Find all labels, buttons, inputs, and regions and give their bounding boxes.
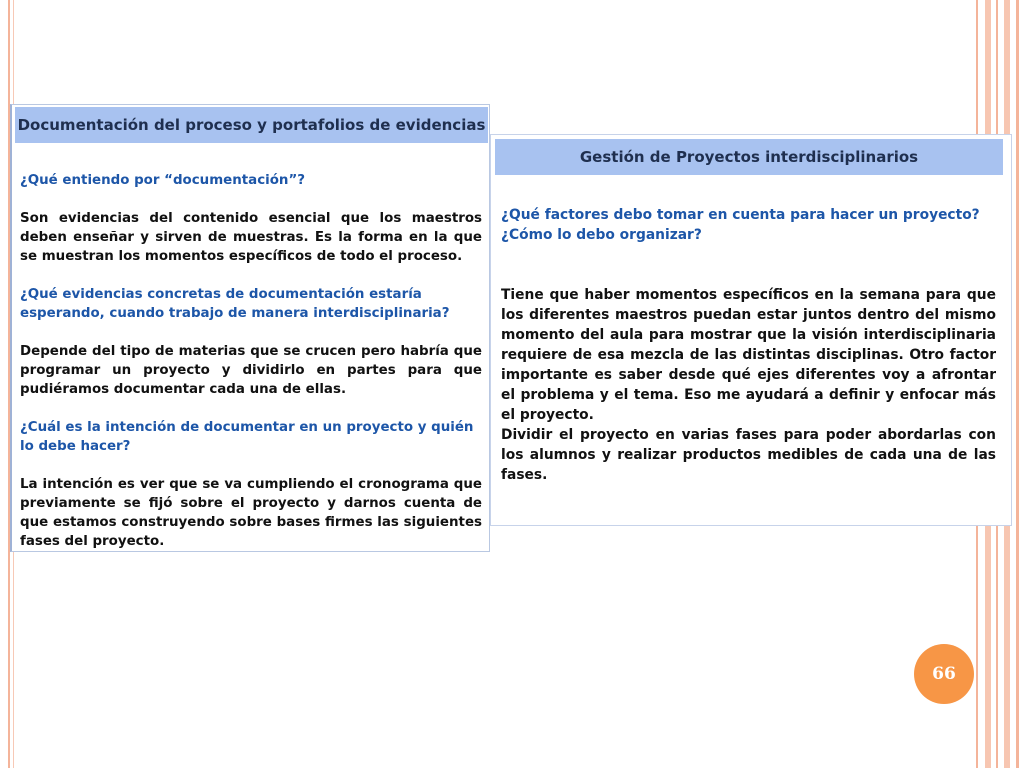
question-text: ¿Cuál es la intención de documentar en un proyecto y quién lo debe hacer? [20, 420, 474, 454]
question-text: ¿Qué factores debo tomar en cuenta para hacer un proyecto? [501, 207, 980, 223]
documentation-panel-body [20, 171, 482, 551]
question-text: ¿Cómo lo debo organizar? [501, 227, 702, 243]
answer-text: Depende del tipo de materias que se crucen pero habría que programar un proyecto y dividirlo en partes para que pudiéramos documentar cada una de ellas. [20, 344, 482, 397]
documentation-panel-title: Documentación del proceso y portafolios de evidencias [15, 107, 488, 143]
question-text: ¿Qué evidencias concretas de documentación estaría esperando, cuando trabajo de manera interdisciplinaria? [20, 287, 450, 321]
project-management-panel-title: Gestión de Proyectos interdisciplinarios [495, 139, 1003, 175]
answer-text: Son evidencias del contenido esencial que los maestros deben enseñar y sirven de muestras. Es la forma en la que se muestran los momentos específicos de todo el proceso. [20, 211, 482, 264]
page-number-badge: 66 [914, 644, 974, 704]
project-management-panel-body [501, 205, 996, 485]
decor-line [1016, 0, 1019, 768]
answer-text: La intención es ver que se va cumpliendo el cronograma que previamente se fijó sobre el proyecto y darnos cuenta de que estamos construyendo sobre bases firmes las siguientes fases del proyecto. [20, 477, 482, 549]
answer-text: Tiene que haber momentos específicos en la semana para que los diferentes maestros puedan estar juntos dentro del mismo momento del aula para mostrar que la visión interdisciplinaria requiere de esa mezcla de las distintas disciplinas. Otro factor importante es saber desde qué ejes diferentes voy a afrontar el problema y el tema. Eso me ayudará a definir y enfocar más el proyecto. [501, 287, 996, 423]
answer-text: Dividir el proyecto en varias fases para poder abordarlas con los alumnos y realizar productos medibles de cada una de las fases. [501, 427, 996, 483]
question-text: ¿Qué entiendo por “documentación”? [20, 173, 306, 188]
project-management-panel [490, 134, 1012, 526]
documentation-panel [10, 104, 490, 552]
